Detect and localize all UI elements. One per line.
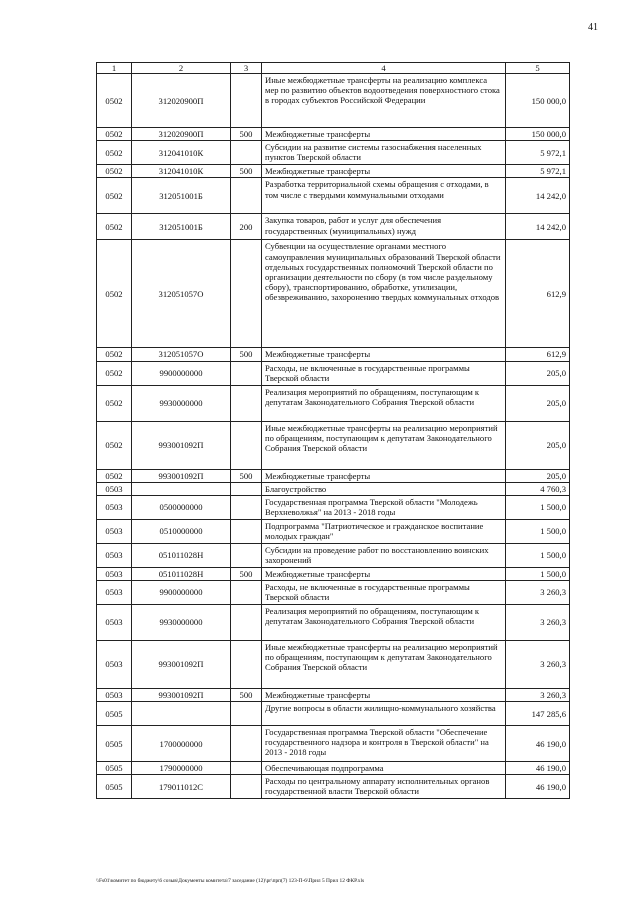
cell-section-code: 0502 xyxy=(97,361,132,385)
cell-description: Межбюджетные трансферты xyxy=(262,348,506,361)
cell-expense-type-code xyxy=(231,74,262,128)
cell-section-code: 0505 xyxy=(97,775,132,799)
cell-description: Межбюджетные трансферты xyxy=(262,128,506,141)
cell-section-code: 0502 xyxy=(97,348,132,361)
cell-description: Государственная программа Тверской области "Обеспечение государственного надзора и контроля в Тверской области" на 2013 - 2018 годы xyxy=(262,726,506,762)
cell-expense-type-code: 500 xyxy=(231,348,262,361)
cell-expense-type-code xyxy=(231,361,262,385)
cell-expense-type-code: 500 xyxy=(231,688,262,701)
cell-expense-type-code xyxy=(231,482,262,495)
cell-section-code: 0503 xyxy=(97,640,132,688)
cell-target-article-code xyxy=(132,702,231,726)
cell-expense-type-code xyxy=(231,775,262,799)
cell-amount: 3 260,3 xyxy=(506,688,570,701)
cell-section-code: 0502 xyxy=(97,165,132,178)
cell-amount: 3 260,3 xyxy=(506,604,570,640)
cell-section-code: 0502 xyxy=(97,469,132,482)
cell-section-code: 0502 xyxy=(97,128,132,141)
page-number: 41 xyxy=(588,22,598,33)
table-row xyxy=(97,361,570,385)
cell-section-code: 0503 xyxy=(97,580,132,604)
table-row xyxy=(97,762,570,775)
cell-section-code: 0503 xyxy=(97,543,132,567)
cell-target-article-code: 1790000000 xyxy=(132,762,231,775)
cell-section-code: 0503 xyxy=(97,482,132,495)
cell-description: Другие вопросы в области жилищно-коммунального хозяйства xyxy=(262,702,506,726)
cell-amount: 5 972,1 xyxy=(506,141,570,165)
cell-description: Иные межбюджетные трансферты на реализацию мероприятий по обращениям, поступающим к депутатам Законодательного Собрания Тверской области xyxy=(262,640,506,688)
cell-amount: 1 500,0 xyxy=(506,495,570,519)
cell-expense-type-code xyxy=(231,421,262,469)
cell-expense-type-code xyxy=(231,726,262,762)
table-row xyxy=(97,580,570,604)
table-row xyxy=(97,469,570,482)
cell-expense-type-code: 500 xyxy=(231,128,262,141)
cell-target-article-code: 312020900П xyxy=(132,128,231,141)
cell-amount: 1 500,0 xyxy=(506,519,570,543)
cell-target-article-code: 9930000000 xyxy=(132,604,231,640)
table-row xyxy=(97,385,570,421)
cell-description: Закупка товаров, работ и услуг для обеспечения государственных (муниципальных) нужд xyxy=(262,214,506,240)
cell-target-article-code: 993001092П xyxy=(132,469,231,482)
cell-amount: 150 000,0 xyxy=(506,74,570,128)
cell-description: Межбюджетные трансферты xyxy=(262,688,506,701)
cell-target-article-code: 0510000000 xyxy=(132,519,231,543)
cell-description: Субсидии на проведение работ по восстановлению воинских захоронений xyxy=(262,543,506,567)
table-row xyxy=(97,567,570,580)
cell-amount: 3 260,3 xyxy=(506,640,570,688)
cell-target-article-code: 0500000000 xyxy=(132,495,231,519)
cell-amount: 14 242,0 xyxy=(506,178,570,214)
header-col-5: 5 xyxy=(506,63,570,74)
cell-section-code: 0502 xyxy=(97,178,132,214)
cell-section-code: 0503 xyxy=(97,519,132,543)
cell-expense-type-code: 200 xyxy=(231,214,262,240)
table-row xyxy=(97,348,570,361)
table-row xyxy=(97,543,570,567)
cell-description: Государственная программа Тверской области "Молодежь Верхневолжья" на 2013 - 2018 годы xyxy=(262,495,506,519)
cell-amount: 612,9 xyxy=(506,240,570,348)
file-path-footer: \\Fs01\комитет по бюджету\6 созыв\Документы комитета\7 заседание (12)\pr\прп(7) 123-П-6\Прил 5 Прил 12 ФКР.xls xyxy=(96,878,365,884)
cell-amount: 46 190,0 xyxy=(506,775,570,799)
cell-section-code: 0502 xyxy=(97,74,132,128)
cell-target-article-code: 9900000000 xyxy=(132,580,231,604)
cell-amount: 5 972,1 xyxy=(506,165,570,178)
cell-target-article-code: 312041010К xyxy=(132,141,231,165)
table-row xyxy=(97,726,570,762)
cell-expense-type-code xyxy=(231,543,262,567)
cell-description: Реализация мероприятий по обращениям, поступающим к депутатам Законодательного Собрания Тверской области xyxy=(262,385,506,421)
cell-target-article-code: 312051001Б xyxy=(132,178,231,214)
cell-target-article-code: 312020900П xyxy=(132,74,231,128)
cell-expense-type-code xyxy=(231,519,262,543)
cell-expense-type-code: 500 xyxy=(231,165,262,178)
cell-description: Субсидии на развитие системы газоснабжения населенных пунктов Тверской области xyxy=(262,141,506,165)
table-row xyxy=(97,421,570,469)
header-col-3: 3 xyxy=(231,63,262,74)
cell-target-article-code: 312041010К xyxy=(132,165,231,178)
cell-section-code: 0503 xyxy=(97,604,132,640)
cell-description: Обеспечивающая подпрограмма xyxy=(262,762,506,775)
cell-target-article-code: 993001092П xyxy=(132,688,231,701)
cell-description: Межбюджетные трансферты xyxy=(262,165,506,178)
table-row xyxy=(97,495,570,519)
budget-table xyxy=(96,62,570,799)
cell-target-article-code xyxy=(132,482,231,495)
cell-target-article-code: 312051057О xyxy=(132,240,231,348)
table-row xyxy=(97,214,570,240)
cell-expense-type-code xyxy=(231,580,262,604)
cell-amount: 3 260,3 xyxy=(506,580,570,604)
cell-section-code: 0503 xyxy=(97,567,132,580)
cell-section-code: 0502 xyxy=(97,141,132,165)
cell-amount: 14 242,0 xyxy=(506,214,570,240)
cell-target-article-code: 9930000000 xyxy=(132,385,231,421)
cell-section-code: 0505 xyxy=(97,726,132,762)
cell-description: Разработка территориальной схемы обращения с отходами, в том числе с твердыми коммунальными отходами xyxy=(262,178,506,214)
table-row xyxy=(97,688,570,701)
table-row xyxy=(97,141,570,165)
cell-description: Реализация мероприятий по обращениям, поступающим к депутатам Законодательного Собрания Тверской области xyxy=(262,604,506,640)
cell-amount: 46 190,0 xyxy=(506,726,570,762)
cell-expense-type-code: 500 xyxy=(231,469,262,482)
table-row xyxy=(97,178,570,214)
cell-description: Благоустройство xyxy=(262,482,506,495)
cell-expense-type-code xyxy=(231,385,262,421)
cell-description: Иные межбюджетные трансферты на реализацию мероприятий по обращениям, поступающим к депутатам Законодательного Собрания Тверской области xyxy=(262,421,506,469)
cell-target-article-code: 9900000000 xyxy=(132,361,231,385)
cell-amount: 205,0 xyxy=(506,385,570,421)
cell-expense-type-code xyxy=(231,141,262,165)
table-row xyxy=(97,128,570,141)
cell-description: Межбюджетные трансферты xyxy=(262,567,506,580)
cell-expense-type-code: 500 xyxy=(231,567,262,580)
cell-description: Подпрограмма "Патриотическое и гражданское воспитание молодых граждан" xyxy=(262,519,506,543)
table-body xyxy=(97,74,570,799)
cell-amount: 1 500,0 xyxy=(506,543,570,567)
cell-expense-type-code xyxy=(231,240,262,348)
cell-expense-type-code xyxy=(231,702,262,726)
cell-description: Межбюджетные трансферты xyxy=(262,469,506,482)
cell-section-code: 0505 xyxy=(97,762,132,775)
table-row xyxy=(97,640,570,688)
table-header-row xyxy=(97,63,570,74)
table-row xyxy=(97,702,570,726)
cell-description: Расходы, не включенные в государственные программы Тверской области xyxy=(262,580,506,604)
cell-target-article-code: 1700000000 xyxy=(132,726,231,762)
table-row xyxy=(97,604,570,640)
cell-target-article-code: 051011028Н xyxy=(132,567,231,580)
header-col-4: 4 xyxy=(262,63,506,74)
cell-target-article-code: 312051001Б xyxy=(132,214,231,240)
table-row xyxy=(97,240,570,348)
cell-section-code: 0503 xyxy=(97,688,132,701)
cell-expense-type-code xyxy=(231,604,262,640)
cell-section-code: 0502 xyxy=(97,385,132,421)
table-row xyxy=(97,775,570,799)
cell-description: Субвенции на осуществление органами местного самоуправления муниципальных образований Тверской области отдельных государственных полномочий Тверской области по организации деятельности по сбору (в том числе раздельному сбору), транспортированию, обработке, утилизации, обезвреживанию, захоронению твердых коммунальных отходов xyxy=(262,240,506,348)
cell-target-article-code: 993001092П xyxy=(132,640,231,688)
table-row xyxy=(97,482,570,495)
cell-expense-type-code xyxy=(231,495,262,519)
cell-amount: 205,0 xyxy=(506,361,570,385)
cell-description: Иные межбюджетные трансферты на реализацию комплекса мер по развитию объектов водоотведения поверхностного стока в городах субъектов Российской Федерации xyxy=(262,74,506,128)
cell-target-article-code: 993001092П xyxy=(132,421,231,469)
header-col-1: 1 xyxy=(97,63,132,74)
cell-expense-type-code xyxy=(231,178,262,214)
cell-section-code: 0505 xyxy=(97,702,132,726)
cell-target-article-code: 312051057О xyxy=(132,348,231,361)
table-row xyxy=(97,74,570,128)
header-col-2: 2 xyxy=(132,63,231,74)
cell-expense-type-code xyxy=(231,762,262,775)
cell-amount: 4 760,3 xyxy=(506,482,570,495)
cell-amount: 612,9 xyxy=(506,348,570,361)
cell-section-code: 0503 xyxy=(97,495,132,519)
cell-section-code: 0502 xyxy=(97,214,132,240)
table-row xyxy=(97,165,570,178)
cell-amount: 205,0 xyxy=(506,421,570,469)
cell-description: Расходы по центральному аппарату исполнительных органов государственной власти Тверской области xyxy=(262,775,506,799)
cell-amount: 147 285,6 xyxy=(506,702,570,726)
cell-section-code: 0502 xyxy=(97,240,132,348)
cell-target-article-code: 051011028Н xyxy=(132,543,231,567)
cell-amount: 150 000,0 xyxy=(506,128,570,141)
cell-expense-type-code xyxy=(231,640,262,688)
table-row xyxy=(97,519,570,543)
cell-amount: 1 500,0 xyxy=(506,567,570,580)
cell-description: Расходы, не включенные в государственные программы Тверской области xyxy=(262,361,506,385)
cell-section-code: 0502 xyxy=(97,421,132,469)
cell-amount: 46 190,0 xyxy=(506,762,570,775)
cell-target-article-code: 179011012С xyxy=(132,775,231,799)
cell-amount: 205,0 xyxy=(506,469,570,482)
